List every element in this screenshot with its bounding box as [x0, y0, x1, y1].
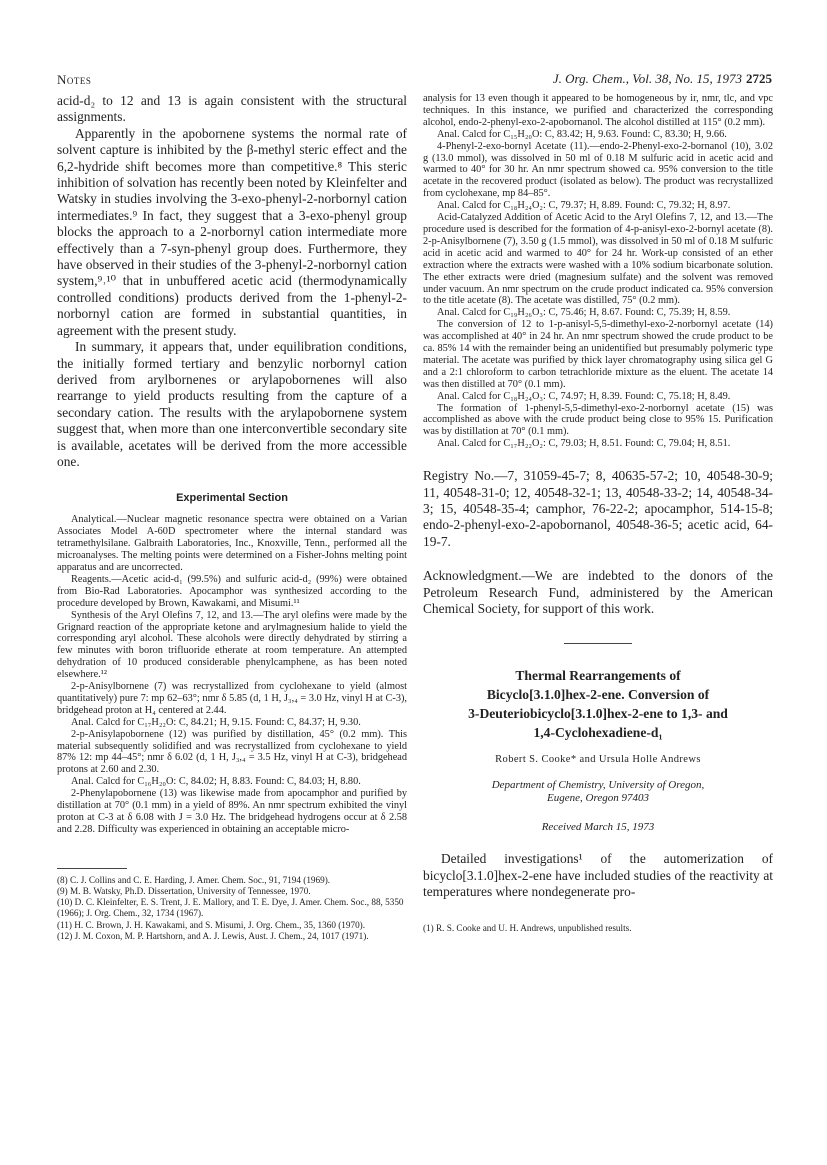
experimental-paragraph: analysis for 13 even though it appeared to be homogeneous by ir, nmr, tlc, and vpc techniques. In this instance, we purified and characterized the corresponding alcohol, endo-2-phenyl-exo-2-apobornanol. The alcohol distilled at 115° (0.2 mm). [423, 93, 773, 128]
analysis-line: Anal. Calcd for C₁₈H₂₄O₃: C, 74.97; H, 8.39. Found: C, 75.18; H, 8.49. [437, 390, 731, 402]
page-number: 2725 [746, 71, 772, 86]
affiliation-line: Eugene, Oregon 97403 [547, 792, 649, 805]
analysis-line: Anal. Calcd for C₁₈H₂₄O₂: C, 79.37; H, 8.89. Found: C, 79.32; H, 8.97. [437, 200, 731, 212]
acknowledgment: Acknowledgment.—We are indebted to the donors of the Petroleum Research Fund, administered by the American Chemical Society, for support of this work. [423, 568, 773, 617]
article-title-line: Thermal Rearrangements of [515, 668, 681, 684]
article-title-line: 1,4-Cyclohexadiene-d₁ [533, 725, 663, 741]
article-authors: Robert S. Cooke* and Ursula Holle Andrews [495, 754, 701, 766]
affiliation-line: Department of Chemistry, University of Oregon, [491, 779, 705, 792]
journal-citation: J. Org. Chem., Vol. 38, No. 15, 1973 [552, 71, 742, 86]
experimental-paragraph: Acid-Catalyzed Addition of Acetic Acid to the Aryl Olefins 7, 12, and 13.—The procedure used is described for the formation of 4-p-anisyl-exo-2-bornyl acetate (8). 2-p-Anisylbornene (7), 3.50 g (1.5 mmol), was dissolved in 50 ml of 0.18 M sulfuric acid in acetic acid and warmed to 40° for 24 hr. Work-up consisted of an ether extraction where the extracts were washed with a 10% sodium bicarbonate solution. The ether extracts were dried (magnesium sulfate) and the solvent was removed under vacuum. An nmr spectrum on the crude product indicated ca. 95% conversion to the title acetate (8). The acetate was distilled, 75° (0.2 mm). [423, 212, 773, 307]
analysis-line: Anal. Calcd for C₁₆H₂₀O: C, 84.02; H, 8.83. Found: C, 84.03; H, 8.80. [71, 776, 361, 788]
footnote: (9) M. B. Watsky, Ph.D. Dissertation, University of Tennessee, 1970. [57, 886, 311, 897]
article-title-line: Bicyclo[3.1.0]hex-2-ene. Conversion of [486, 687, 710, 703]
affiliation [423, 779, 773, 805]
footnote-divider [57, 868, 127, 869]
section-heading: Experimental Section [176, 492, 288, 505]
analysis-line: Anal. Calcd for C₁₇H₂₂O: C, 84.21; H, 9.15. Found: C, 84.37; H, 9.30. [71, 716, 361, 728]
footnote: (8) C. J. Collins and C. E. Harding, J. Amer. Chem. Soc., 91, 7194 (1969). [57, 874, 331, 885]
received-date: Received March 15, 1973 [541, 821, 655, 834]
running-head-journal [553, 71, 772, 87]
experimental-paragraph: Analytical.—Nuclear magnetic resonance spectra were obtained on a Varian Associates Model A-60D spectrometer where the internal standard was tetramethylsilane. Galbraith Laboratories, Inc., Knoxville, Tenn., performed all the microanalyses. The melting points were determined on a Fisher-Johns melting point apparatus and are uncorrected. [57, 514, 407, 573]
footnote: (10) D. C. Kleinfelter, E. S. Trent, J. E. Mallory, and T. E. Dye, J. Amer. Chem. Soc., 88, 5350 (1966); J. Org. Chem., 32, 1734 (1967). [57, 897, 404, 919]
analysis-line: Anal. Calcd for C₁₅H₂₀O: C, 83.42; H, 9.63. Found: C, 83.30; H, 9.66. [437, 128, 727, 140]
analysis-line: Anal. Calcd for C₁₉H₂₆O₃: C, 75.46; H, 8.67. Found: C, 75.39; H, 8.59. [437, 307, 731, 319]
experimental-paragraph: Reagents.—Acetic acid-d₁ (99.5%) and sulfuric acid-d₂ (99%) were obtained from Bio-Rad Laboratories. Apocamphor was synthesized according to the procedure developed by Brown, Kawakami, and Misumi.¹¹ [57, 573, 407, 609]
experimental-paragraph: 2-p-Anisylbornene (7) was recrystallized from cyclohexane to yield (almost quantitatively) pure 7: mp 62–63°; nmr δ 5.85 (d, 1 H, J₃,₄ = 3.0 Hz, vinyl H at C-3), bridgehead proton at H₄ centered at 2.44. [57, 681, 407, 716]
registry-numbers: Registry No.—7, 31059-45-7; 8, 40635-57-2; 10, 40548-30-9; 11, 40548-31-0; 12, 40548-32-1; 13, 40548-33-2; 14, 40548-34-3; 15, 40548-35-4; camphor, 76-22-2; apocamphor, 514-15-8; endo-2-phenyl-exo-2-apobornanol, 40548-36-5; acetic acid, 64-19-7. [423, 468, 773, 549]
experimental-paragraph: The conversion of 12 to 1-p-anisyl-5,5-dimethyl-exo-2-norbornyl acetate (14) was accomplished at 40° in 24 hr. An nmr spectrum showed the crude product to be ca. 85% 14 with the remainder being an unidentified but presumably polymeric type material. The acetate was purified by thick layer chromatography using silica gel G and a 2:1 chloroform to carbon tetrachloride mixture as the eluent. The acetate 14 was then distilled at 70° (0.1 mm). [423, 319, 773, 390]
experimental-paragraph: Synthesis of the Aryl Olefins 7, 12, and 13.—The aryl olefins were made by the Grignard reaction of the appropriate ketone and arylmagnesium halide to yield the corresponding aryl alcohol. These alcohols were directly dehydrated by stirring a few minutes with boron trifluoride etherate at room temperature. An attempted dehydration of 10 produced considerable phenylcamphene, as has been noted elsewhere.¹² [57, 609, 407, 681]
left-column [57, 93, 407, 942]
body-paragraph: acid-d₂ to 12 and 13 is again consistent with the structural assignments. [57, 93, 407, 125]
footnote: (11) H. C. Brown, J. H. Kawakami, and S. Misumi, J. Org. Chem., 35, 1360 (1970). [57, 919, 366, 930]
experimental-paragraph: 2-p-Anisylapobornene (12) was purified by distillation, 45° (0.2 mm). This material subsequently solidified and was recrystallized from cyclohexane to yield 87% 12: mp 44–45°; nmr δ 6.02 (d, 1 H, J₃,₄ = 3.5 Hz, vinyl H at C-3), bridgehead protons at 2.60 and 2.30. [57, 728, 407, 776]
intro-paragraph: Detailed investigations¹ of the automerization of bicyclo[3.1.0]hex-2-ene have included studies of the reactivity at temperatures where nondegenerate pro- [423, 851, 773, 900]
analysis-line: Anal. Calcd for C₁₇H₂₂O₂: C, 79.03; H, 8.51. Found: C, 79.04; H, 8.51. [437, 438, 731, 450]
experimental-paragraph: 4-Phenyl-2-exo-bornyl Acetate (11).—endo-2-Phenyl-exo-2-bornanol (10), 3.02 g (13.0 mmol), was dissolved in 50 ml of 0.18 M sulfuric acid in acetic acid and warmed to 40° for 30 hr. An nmr spectrum showed ca. 95% conversion to the title acetate in the recovered product (isolated as below). The product was recrystallized from cyclohexane, mp 84–85°. [423, 140, 773, 200]
article-divider [564, 643, 632, 644]
body-paragraph: Apparently in the apobornene systems the normal rate of solvent capture is inhibited by the β-methyl steric effect and the 6,2-hydride shift becomes more than competitive.⁸ This steric inhibition of solvation has recently been noted by Kleinfelter and Watsky in studies involving the 3-exo-phenyl-2-norbornyl cation intermediates.⁹ In fact, they suggest that a 3-exo-phenyl group blocks the approach to a 2-norbornyl cation intermediate more effectively than a 7-syn-phenyl group does. Furthermore, they have observed in their studies of the 3-phenyl-2-norbornyl cation system,⁹˒¹⁰ that in unbuffered acetic acid (thermodynamically controlled conditions) products derived from the 1-phenyl-2-norbornyl cation are formed in substantial quantities, in agreement with the present study. [57, 125, 407, 338]
running-head-section: Notes [57, 72, 92, 87]
experimental-paragraph: 2-Phenylapobornene (13) was likewise made from apocamphor and purified by distillation at 70° (0.1 mm) in a yield of 89%. An nmr spectrum exhibited the vinyl proton at C-3 at δ 6.08 with J = 3.0 Hz. The bridgehead hydrogens occur at δ 2.58 and 2.28. Difficulty was experienced in obtaining an acceptable micro- [57, 788, 407, 835]
body-paragraph: In summary, it appears that, under equilibration conditions, the initially formed tertiary and benzylic norbornyl cation derived from arylbornenes or arylapobornenes will also rearrange to yield products resulting from the capture of a secondary cation. The results with the arylapobornene system suggest that, when more than one interconvertible secondary site is available, acetates will be derived from the more accessible one. [57, 339, 407, 469]
article-title [423, 666, 773, 742]
article-title-line: 3-Deuteriobicyclo[3.1.0]hex-2-ene to 1,3- and [468, 706, 728, 722]
experimental-paragraph: The formation of 1-phenyl-5,5-dimethyl-exo-2-norbornyl acetate (15) was accomplished as above with the crude product being close to 95% 15. Purification was by distillation at 70° (0.1 mm). [423, 402, 773, 438]
footnote: (12) J. M. Coxon, M. P. Hartshorn, and A. J. Lewis, Aust. J. Chem., 24, 1017 (1971). [57, 930, 369, 941]
footnote: (1) R. S. Cooke and U. H. Andrews, unpublished results. [423, 922, 632, 933]
right-column [423, 93, 773, 934]
